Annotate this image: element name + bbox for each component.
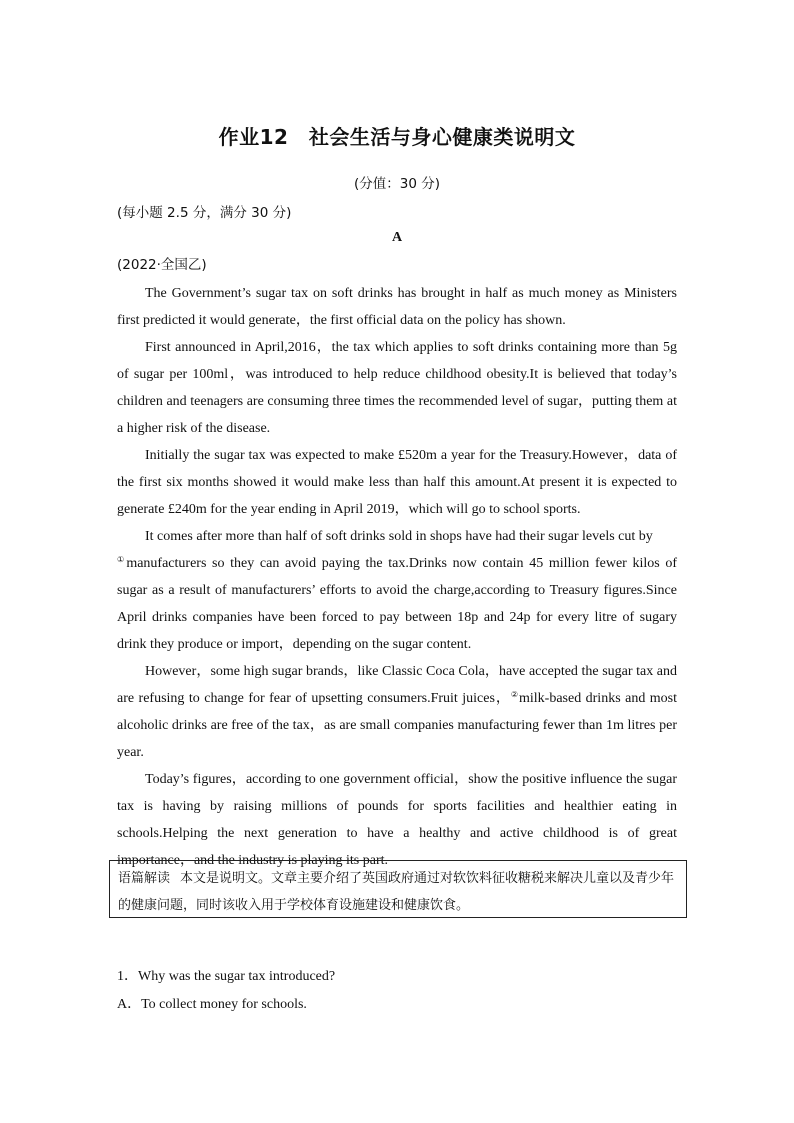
paragraph-3: Initially the sugar tax was expected to make £520m a year for the Treasury.However，data of the first six months showed it would make less than half this amount.At present it is expected to generate £240m for the year ending in April 2019，which will go to school sports. <box>117 448 677 517</box>
analysis-label: 语篇解读 <box>118 871 171 886</box>
paragraph-4-part-b: manufacturers so they can avoid paying the tax.Drinks now contain 45 million fewer kilos of sugar as a result of manufacturers’ efforts to avoid the charge,according to Treasury figures.Since April drinks companies have been forced to pay between 18p and 24p for every litre of sugary drink they produce or import，depending on the sugar content. <box>117 556 678 652</box>
score-note: (分值：30 分) <box>353 176 440 192</box>
paragraph-6: Today’s figures，according to one government official，show the positive influence the sugar tax is having by raising millions of pounds for sports facilities and healthier eating in schools.Helping the next generation to have a healthy and active childhood is of great importance，and the industry is playing its part. <box>117 772 677 868</box>
page-title: 作业12 社会生活与身心健康类说明文 <box>218 125 576 149</box>
paragraph-1: The Government’s sugar tax on soft drinks has brought in half as much money as Ministers first predicted it would generate，the first official data on the policy has shown. <box>117 286 677 328</box>
paragraph-4-part-a: It comes after more than half of soft drinks sold in shops have had their sugar levels cut by <box>145 529 653 544</box>
paragraph-5-part-a: However，some high sugar brands，like Classic Coca Cola，have accepted the sugar tax and are refusing to change for fear of upsetting consumers.Fruit juices， <box>117 664 677 706</box>
section-letter: A <box>391 230 403 245</box>
passage-source: (2022·全国乙) <box>117 257 207 273</box>
question-1-stem: 1．Why was the sugar tax introduced? <box>117 969 336 984</box>
paragraph-4 <box>117 523 677 658</box>
annotation-marker-2: ② <box>510 690 519 699</box>
paragraph-2: First announced in April,2016，the tax which applies to soft drinks containing more than 5g of sugar per 100ml，was introduced to help reduce childhood obesity.It is believed that today’s children and teenagers are consuming three times the recommended level of sugar，putting them at a higher risk of the disease. <box>117 340 677 436</box>
annotation-marker-1: ① <box>117 555 127 564</box>
passage-analysis-box <box>109 860 687 918</box>
paragraph-5 <box>117 658 677 766</box>
question-1-option-a[interactable]: A．To collect money for schools. <box>117 997 307 1012</box>
instructions: (每小题 2.5 分，满分 30 分) <box>117 205 292 221</box>
analysis-text: 本文是说明文。文章主要介绍了英国政府通过对软饮料征收糖税来解决儿童以及青少年的健康问题，同时该收入用于学校体育设施建设和健康饮食。 <box>118 871 675 913</box>
reading-passage <box>117 280 677 874</box>
paragraph-5-part-b: milk-based drinks and most alcoholic drinks are free of the tax，as are small companies manufacturing fewer than 1m litres per year. <box>117 691 678 760</box>
